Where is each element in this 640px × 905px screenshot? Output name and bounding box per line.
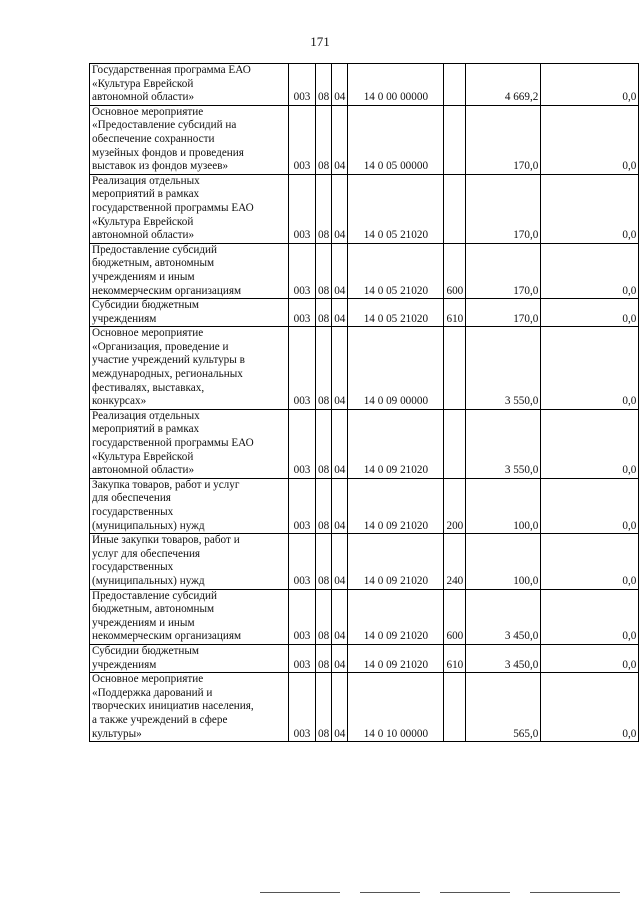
subsection-code-cell: 04 <box>332 644 348 672</box>
expense-type-cell <box>444 105 466 174</box>
subsection-code-cell: 04 <box>332 299 348 327</box>
row-name-line: бюджетным, автономным <box>92 603 215 616</box>
table-row <box>90 644 639 672</box>
table-row <box>90 478 639 533</box>
row-name-cell <box>90 327 289 410</box>
budget-table <box>89 63 639 742</box>
amount-2020-cell: 0,0 <box>541 174 639 243</box>
subsection-code-cell: 04 <box>332 174 348 243</box>
amount-2019-cell: 3 450,0 <box>466 644 541 672</box>
row-name-cell <box>90 534 289 589</box>
table-row <box>90 105 639 174</box>
row-name-line: международных, региональных <box>92 368 243 381</box>
admin-code-cell: 003 <box>289 589 316 644</box>
table-row <box>90 174 639 243</box>
amount-2019-cell: 3 450,0 <box>466 589 541 644</box>
row-name-line: «Культура Еврейской <box>92 77 194 90</box>
row-name-line: Основное мероприятие <box>92 105 204 118</box>
admin-code-cell: 003 <box>289 243 316 298</box>
row-name-line: бюджетным, автономным <box>92 257 215 270</box>
row-name-line: «Организация, проведение и <box>92 340 229 353</box>
row-name-line: культуры» <box>92 727 142 740</box>
section-code-cell: 08 <box>316 64 332 106</box>
expense-type-cell <box>444 409 466 478</box>
amount-2019-cell: 170,0 <box>466 243 541 298</box>
expense-type-cell: 600 <box>444 243 466 298</box>
amount-2019-cell: 100,0 <box>466 534 541 589</box>
row-name-cell <box>90 105 289 174</box>
admin-code-cell: 003 <box>289 644 316 672</box>
target-code-cell: 14 0 05 21020 <box>348 299 444 327</box>
amount-2020-cell: 0,0 <box>541 409 639 478</box>
row-name-line: (муниципальных) нужд <box>92 519 205 532</box>
subsection-code-cell: 04 <box>332 673 348 742</box>
row-name-line: Государственная программа ЕАО <box>92 64 251 76</box>
row-name-cell <box>90 478 289 533</box>
table-row <box>90 299 639 327</box>
row-name-line: для обеспечения <box>92 492 171 505</box>
admin-code-cell: 003 <box>289 64 316 106</box>
subsection-code-cell: 04 <box>332 105 348 174</box>
row-name-line: некоммерческим организациям <box>92 284 242 297</box>
row-name-line: Иные закупки товаров, работ и <box>92 534 240 547</box>
row-name-line: (муниципальных) нужд <box>92 574 205 587</box>
row-name-line: «Культура Еврейской <box>92 215 194 228</box>
row-name-line: творческих инициатив населения, <box>92 700 254 713</box>
row-name-cell <box>90 64 289 106</box>
amount-2019-cell: 4 669,2 <box>466 64 541 106</box>
amount-2020-cell: 0,0 <box>541 243 639 298</box>
footer-rule <box>260 892 620 894</box>
table-row <box>90 589 639 644</box>
section-code-cell: 08 <box>316 174 332 243</box>
target-code-cell: 14 0 09 21020 <box>348 409 444 478</box>
expense-type-cell: 240 <box>444 534 466 589</box>
amount-2019-cell: 170,0 <box>466 299 541 327</box>
row-name-line: Реализация отдельных <box>92 174 200 187</box>
section-code-cell: 08 <box>316 105 332 174</box>
amount-2019-cell: 100,0 <box>466 478 541 533</box>
table-row <box>90 243 639 298</box>
row-name-line: государственных <box>92 506 174 518</box>
row-name-line: учреждениям <box>92 312 157 325</box>
row-name-line: автономной области» <box>92 464 195 477</box>
section-code-cell: 08 <box>316 409 332 478</box>
expense-type-cell: 610 <box>444 299 466 327</box>
row-name-cell <box>90 673 289 742</box>
row-name-line: «Поддержка дарований и <box>92 686 213 699</box>
subsection-code-cell: 04 <box>332 589 348 644</box>
section-code-cell: 08 <box>316 243 332 298</box>
row-name-line: учреждениям <box>92 658 157 671</box>
row-name-line: Предоставление субсидий <box>92 589 218 602</box>
subsection-code-cell: 04 <box>332 409 348 478</box>
expense-type-cell <box>444 673 466 742</box>
row-name-cell <box>90 589 289 644</box>
target-code-cell: 14 0 00 00000 <box>348 64 444 106</box>
table-row <box>90 673 639 742</box>
target-code-cell: 14 0 09 21020 <box>348 478 444 533</box>
row-name-line: услуг для обеспечения <box>92 547 201 560</box>
amount-2019-cell: 170,0 <box>466 105 541 174</box>
admin-code-cell: 003 <box>289 534 316 589</box>
row-name-line: государственной программы ЕАО <box>92 201 254 214</box>
subsection-code-cell: 04 <box>332 243 348 298</box>
row-name-line: государственной программы ЕАО <box>92 437 254 450</box>
subsection-code-cell: 04 <box>332 534 348 589</box>
amount-2020-cell: 0,0 <box>541 673 639 742</box>
row-name-cell <box>90 243 289 298</box>
admin-code-cell: 003 <box>289 327 316 410</box>
amount-2020-cell: 0,0 <box>541 299 639 327</box>
amount-2020-cell: 0,0 <box>541 534 639 589</box>
row-name-line: государственных <box>92 561 174 574</box>
target-code-cell: 14 0 09 00000 <box>348 327 444 410</box>
table-row <box>90 534 639 589</box>
section-code-cell: 08 <box>316 327 332 410</box>
row-name-line: некоммерческим организациям <box>92 630 242 643</box>
admin-code-cell: 003 <box>289 478 316 533</box>
row-name-line: фестивалях, выставках, <box>92 381 205 394</box>
amount-2020-cell: 0,0 <box>541 589 639 644</box>
expense-type-cell <box>444 64 466 106</box>
row-name-line: Основное мероприятие <box>92 327 204 340</box>
target-code-cell: 14 0 05 00000 <box>348 105 444 174</box>
expense-type-cell: 200 <box>444 478 466 533</box>
row-name-line: а также учреждений в сфере <box>92 713 228 726</box>
section-code-cell: 08 <box>316 589 332 644</box>
row-name-line: участие учреждений культуры в <box>92 354 245 367</box>
row-name-line: Закупка товаров, работ и услуг <box>92 478 240 491</box>
amount-2020-cell: 0,0 <box>541 478 639 533</box>
admin-code-cell: 003 <box>289 105 316 174</box>
row-name-line: музейных фондов и проведения <box>92 146 244 159</box>
amount-2019-cell: 3 550,0 <box>466 409 541 478</box>
row-name-line: автономной области» <box>92 229 195 242</box>
expense-type-cell <box>444 174 466 243</box>
row-name-line: конкурсах» <box>92 395 147 408</box>
target-code-cell: 14 0 05 21020 <box>348 174 444 243</box>
row-name-line: обеспечение сохранности <box>92 132 215 145</box>
amount-2019-cell: 170,0 <box>466 174 541 243</box>
subsection-code-cell: 04 <box>332 64 348 106</box>
row-name-line: Предоставление субсидий <box>92 243 218 256</box>
table-row <box>90 327 639 410</box>
row-name-line: Реализация отдельных <box>92 409 200 422</box>
row-name-line: учреждениям и иным <box>92 616 195 629</box>
row-name-line: учреждениям и иным <box>92 270 195 283</box>
admin-code-cell: 003 <box>289 673 316 742</box>
amount-2019-cell: 565,0 <box>466 673 541 742</box>
row-name-cell <box>90 174 289 243</box>
target-code-cell: 14 0 05 21020 <box>348 243 444 298</box>
table-body <box>90 64 639 742</box>
amount-2020-cell: 0,0 <box>541 64 639 106</box>
row-name-line: «Предоставление субсидий на <box>92 119 237 132</box>
row-name-line: выставок из фондов музеев» <box>92 160 229 173</box>
amount-2020-cell: 0,0 <box>541 644 639 672</box>
amount-2020-cell: 0,0 <box>541 105 639 174</box>
subsection-code-cell: 04 <box>332 478 348 533</box>
row-name-line: автономной области» <box>92 91 195 104</box>
section-code-cell: 08 <box>316 673 332 742</box>
row-name-line: мероприятий в рамках <box>92 423 200 436</box>
target-code-cell: 14 0 09 21020 <box>348 589 444 644</box>
row-name-cell <box>90 644 289 672</box>
row-name-line: «Культура Еврейской <box>92 450 194 463</box>
subsection-code-cell: 04 <box>332 327 348 410</box>
row-name-line: мероприятий в рамках <box>92 188 200 201</box>
expense-type-cell <box>444 327 466 410</box>
section-code-cell: 08 <box>316 644 332 672</box>
expense-type-cell: 600 <box>444 589 466 644</box>
row-name-line: Основное мероприятие <box>92 673 204 686</box>
row-name-line: Субсидии бюджетным <box>92 299 199 312</box>
table-row <box>90 64 639 106</box>
amount-2019-cell: 3 550,0 <box>466 327 541 410</box>
section-code-cell: 08 <box>316 478 332 533</box>
page-number: 171 <box>310 34 330 49</box>
target-code-cell: 14 0 10 00000 <box>348 673 444 742</box>
target-code-cell: 14 0 09 21020 <box>348 534 444 589</box>
row-name-cell <box>90 409 289 478</box>
row-name-line: Субсидии бюджетным <box>92 644 199 657</box>
section-code-cell: 08 <box>316 534 332 589</box>
amount-2020-cell: 0,0 <box>541 327 639 410</box>
admin-code-cell: 003 <box>289 409 316 478</box>
admin-code-cell: 003 <box>289 174 316 243</box>
target-code-cell: 14 0 09 21020 <box>348 644 444 672</box>
admin-code-cell: 003 <box>289 299 316 327</box>
section-code-cell: 08 <box>316 299 332 327</box>
row-name-cell <box>90 299 289 327</box>
expense-type-cell: 610 <box>444 644 466 672</box>
table-row <box>90 409 639 478</box>
